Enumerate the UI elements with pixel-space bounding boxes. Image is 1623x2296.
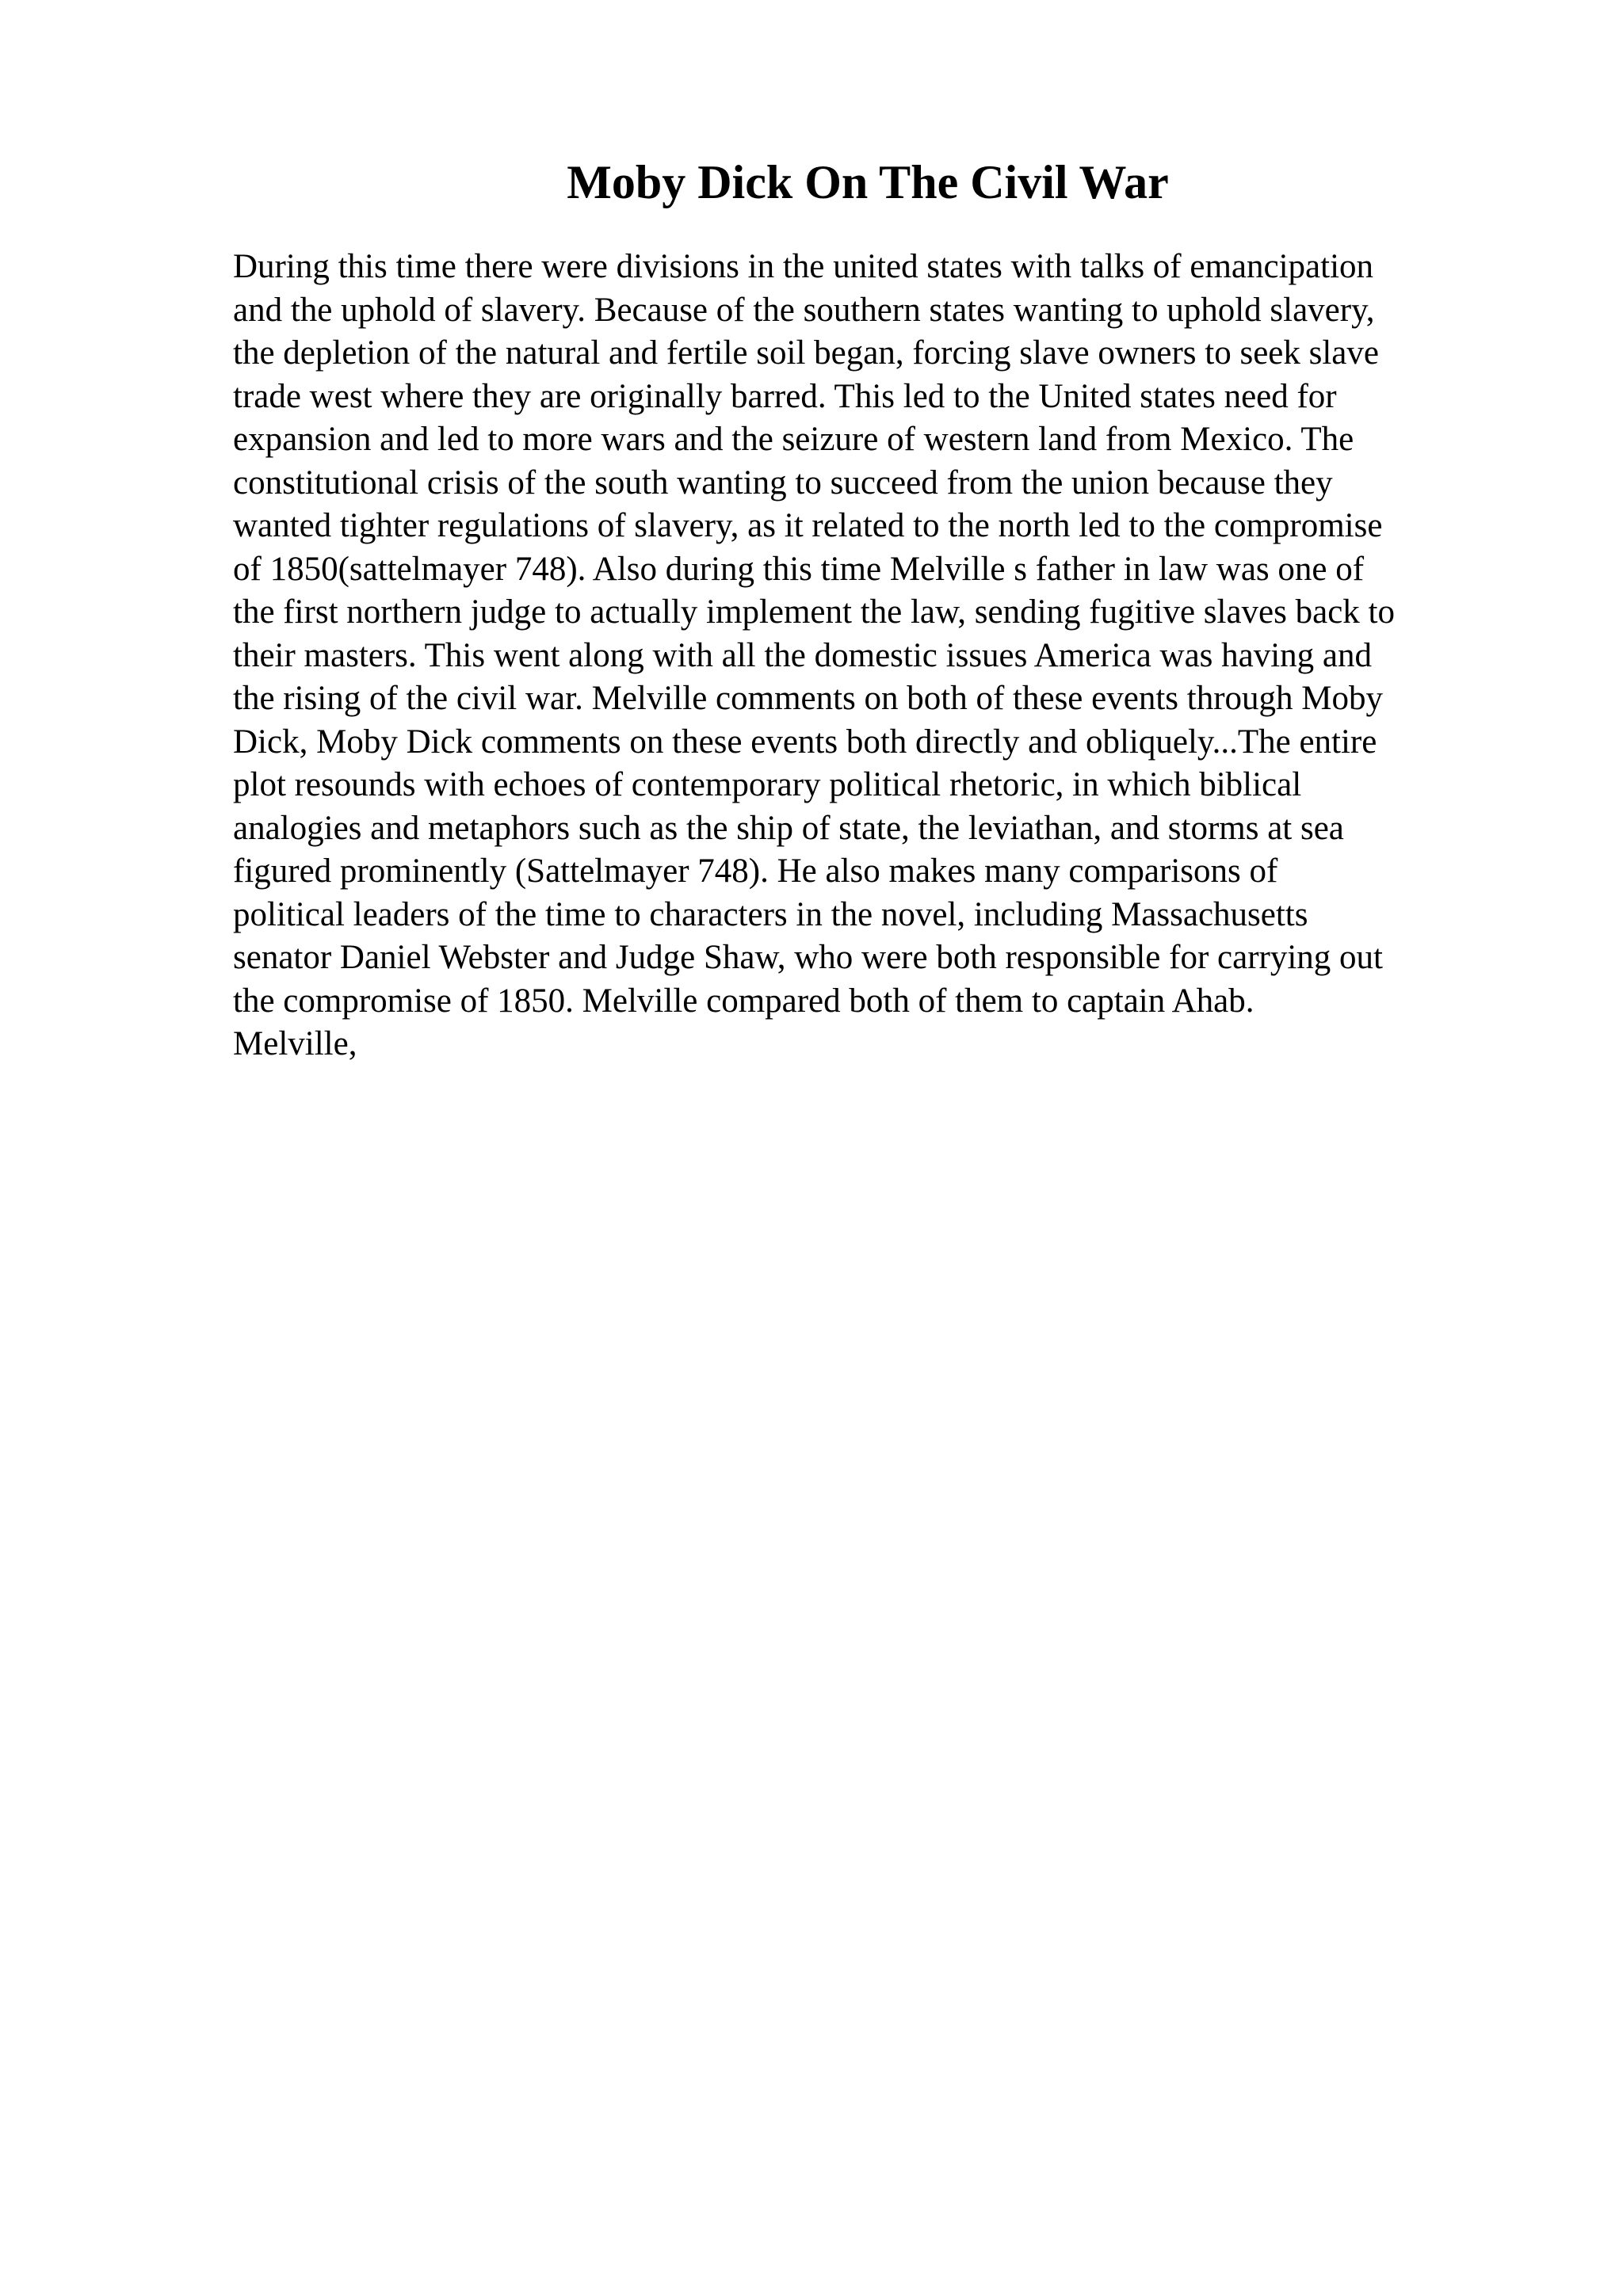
text-line: Melville, <box>233 1025 357 1062</box>
text-line: political leaders of the time to characters in the novel, including Massachusetts <box>233 895 1308 933</box>
text-line: and the uphold of slavery. Because of the southern states wanting to uphold slavery, <box>233 291 1375 329</box>
text-line: expansion and led to more wars and the seizure of western land from Mexico. The <box>233 421 1354 458</box>
text-line: During this time there were divisions in the united states with talks of emancipation <box>233 248 1374 285</box>
text-line: the depletion of the natural and fertile soil began, forcing slave owners to seek slave <box>233 334 1379 372</box>
text-line: constitutional crisis of the south wanting to succeed from the union because they <box>233 463 1333 502</box>
text-line: wanted tighter regulations of slavery, as it related to the north led to the compromise <box>233 507 1383 544</box>
text-line: figured prominently (Sattelmayer 748). He also makes many comparisons of <box>233 852 1278 890</box>
text-line: plot resounds with echoes of contemporary political rhetoric, in which biblical <box>233 766 1302 803</box>
text-line: of 1850(sattelmayer 748). Also during this time Melville s father in law was one of <box>233 550 1365 588</box>
text-line: analogies and metaphors such as the ship of state, the leviathan, and storms at sea <box>233 809 1344 847</box>
text-line: the rising of the civil war. Melville comments on both of these events through Moby <box>233 680 1383 717</box>
document-title: Moby Dick On The Civil War <box>567 156 1169 208</box>
text-line: Dick, Moby Dick comments on these events both directly and obliquely...The entire <box>233 723 1377 761</box>
text-line: trade west where they are originally barred. This led to the United states need for <box>233 377 1337 415</box>
text-line: senator Daniel Webster and Judge Shaw, who were both responsible for carrying out <box>233 939 1383 976</box>
text-line: the compromise of 1850. Melville compared both of them to captain Ahab. <box>233 982 1254 1020</box>
body-paragraph <box>233 246 1596 1066</box>
text-line: their masters. This went along with all the domestic issues America was having and <box>233 636 1373 674</box>
text-line: the first northern judge to actually implement the law, sending fugitive slaves back to <box>233 593 1395 631</box>
